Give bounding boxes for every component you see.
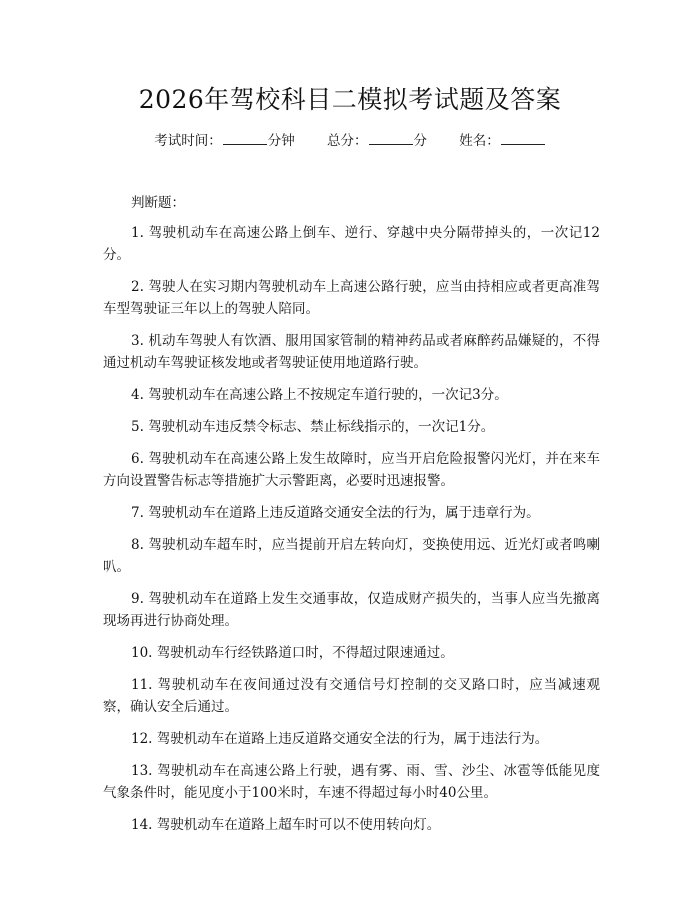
question-item: 14. 驾驶机动车在道路上超车时可以不使用转向灯。	[131, 817, 441, 833]
name-label: 姓名：	[459, 133, 500, 149]
total-score-unit: 分	[413, 133, 427, 149]
question-item: 11. 驾驶机动车在夜间通过没有交通信号灯控制的交叉路口时，应当减速观察，确认安全后通过。	[103, 677, 600, 715]
name-field	[459, 133, 546, 149]
total-score-blank	[369, 132, 413, 145]
exam-time-blank	[223, 132, 267, 145]
question-item: 10. 驾驶机动车行经铁路道口时，不得超过限速通过。	[131, 645, 454, 661]
name-blank	[501, 132, 545, 145]
question-item: 1. 驾驶机动车在高速公路上倒车、逆行、穿越中央分隔带掉头的，一次记12分。	[103, 225, 600, 263]
exam-time-unit: 分钟	[267, 133, 295, 149]
question-item: 5. 驾驶机动车违反禁令标志、禁止标线指示的，一次记1分。	[131, 419, 495, 435]
question-item: 9. 驾驶机动车在道路上发生交通事故，仅造成财产损失的，当事人应当先撤离现场再进行协商处理。	[103, 591, 600, 629]
question-item: 4. 驾驶机动车在高速公路上不按规定车道行驶的，一次记3分。	[131, 387, 508, 403]
question-item: 3. 机动车驾驶人有饮酒、服用国家管制的精神药品或者麻醉药品嫌疑的，不得通过机动车驾驶证核发地或者驾驶证使用地道路行驶。	[103, 333, 600, 371]
question-item: 6. 驾驶机动车在高速公路上发生故障时，应当开启危险报警闪光灯，并在来车方向设置警告标志等措施扩大示警距离，必要时迅速报警。	[103, 451, 600, 489]
question-item: 8. 驾驶机动车超车时，应当提前开启左转向灯，变换使用远、近光灯或者鸣喇叭。	[103, 537, 600, 575]
total-score-label: 总分：	[327, 133, 368, 149]
question-item: 12. 驾驶机动车在道路上违反道路交通安全法的行为，属于违法行为。	[131, 731, 549, 747]
question-item: 7. 驾驶机动车在道路上违反道路交通安全法的行为，属于违章行为。	[131, 505, 540, 521]
page-title: 2026年驾校科目二模拟考试题及答案	[138, 85, 562, 114]
exam-time-field	[154, 133, 299, 149]
question-item: 13. 驾驶机动车在高速公路上行驶，遇有雾、雨、雪、沙尘、冰雹等低能见度气象条件时，能见度小于100米时，车速不得超过每小时40公里。	[103, 763, 600, 801]
exam-meta-line	[0, 131, 700, 151]
question-item: 2. 驾驶人在实习期内驾驶机动车上高速公路行驶，应当由持相应或者更高准驾车型驾驶证三年以上的驾驶人陪同。	[103, 279, 600, 317]
section-label: 判断题：	[131, 195, 185, 211]
total-score-field	[327, 133, 431, 149]
exam-time-label: 考试时间：	[154, 133, 222, 149]
question-list	[103, 222, 600, 846]
